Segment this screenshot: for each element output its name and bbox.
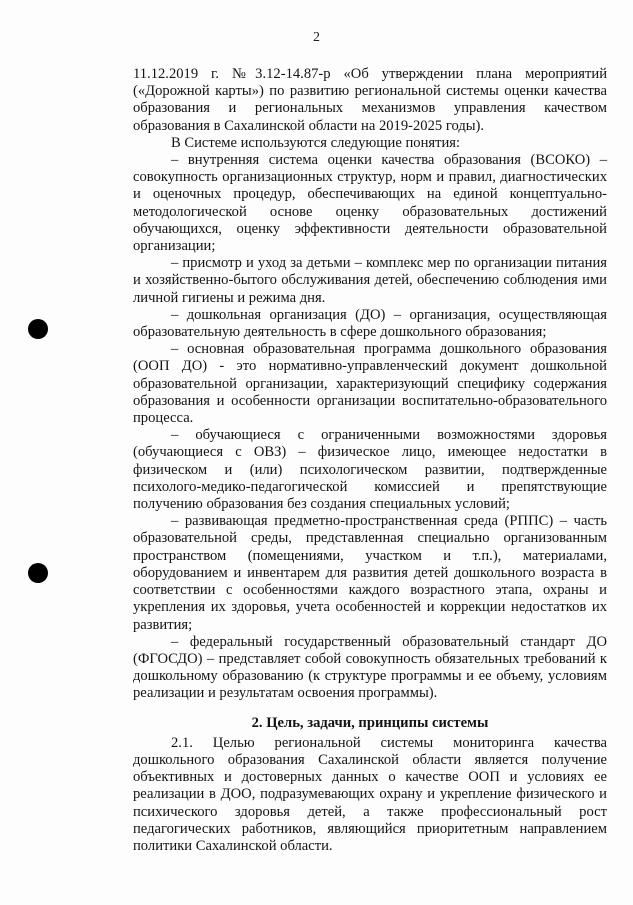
section-heading: 2. Цель, задачи, принципы системы xyxy=(251,714,489,731)
binder-hole-top xyxy=(28,319,48,339)
definition-childcare: – присмотр и уход за детьми – комплекс мер по организации питания и хозяйственно-бытого обслуживания детей, обеспечению соблюдения ими личной гигиены и режима дня. xyxy=(133,255,607,306)
paragraph-intro: 11.12.2019 г. №3.12-14.87-р «Об утверждении плана мероприятий («Дорожной карты») по развитию региональной системы оценки качества образования и региональных механизмов управления качеством образования в Сахалинской области на 2019-2025 годы). xyxy=(133,66,607,134)
definition-vsoko: – внутренняя система оценки качества образования (ВСОКО) – совокупность организационных структур, норм и правил, диагностических и оценочных процедур, обеспечивающих на единой концептуально-методологической основе оценку образовательных достижений обучающихся, оценку эффективности деятельности образовательной организации; xyxy=(133,152,607,255)
page-number: 2 xyxy=(313,30,320,45)
definition-rpps: – развивающая предметно-пространственная среда (РППС) – часть образовательной среды, представленная специально организованным пространством (помещениями, участком и т.п.), материалами, оборудованием и инвентарем для развития детей дошкольного возраста в соответствии с особенностями каждого возрастного этапа, охраны и укрепления их здоровья, учета особенностей и коррекции недостатков их развития; xyxy=(133,513,607,633)
document-body xyxy=(133,66,607,855)
section-paragraph-goal: 2.1. Целью региональной системы мониторинга качества дошкольного образования Сахалинской области является получение объективных и достоверных данных о качестве ООП и условиях ее реализации в ДОО, подразумевающих охрану и укрепление физического и психического здоровья детей, а также профессиональный рост педагогических работников, являющийся приоритетным направлением политики Сахалинской области. xyxy=(133,734,607,854)
definition-oop-do: – основная образовательная программа дошкольного образования (ООП ДО) - это нормативно-управленческий документ дошкольной образовательной организации, характеризующий специфику содержания образования и особенности организации воспитательно-образовательного процесса. xyxy=(133,341,607,427)
definition-preschool-org: – дошкольная организация (ДО) – организация, осуществляющая образовательную деятельность в сфере дошкольного образования; xyxy=(133,306,607,341)
paragraph-concepts-lead: В Системе используются следующие понятия: xyxy=(171,134,461,151)
definition-ovz: – обучающиеся с ограниченными возможностями здоровья (обучающиеся с ОВЗ) – физическое лицо, имеющее недостатки в физическом и (или) психологическом развитии, подтвержденные психолого-медико-педагогической комиссией и препятствующие получению образования без создания специальных условий; xyxy=(133,427,607,513)
definition-fgosdo: – федеральный государственный образовательный стандарт ДО (ФГОСДО) – представляет собой совокупность обязательных требований к дошкольному образованию (к структуре программы и ее объему, условиям реализации и результатам освоения программы). xyxy=(133,633,607,702)
binder-hole-bottom xyxy=(28,563,48,583)
